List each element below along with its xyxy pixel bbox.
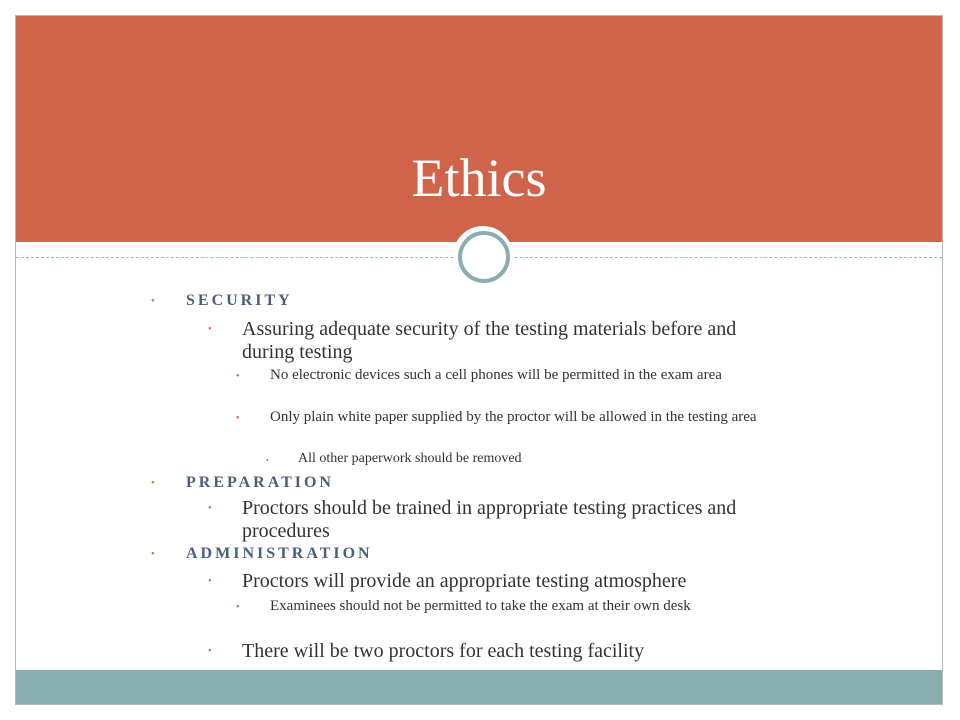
- preparation-point-1: Proctors should be trained in appropriate testing practices and procedures: [242, 497, 737, 542]
- bullet-icon: •: [151, 296, 155, 307]
- section-heading-administration: ADMINISTRATION: [186, 545, 373, 562]
- slide: [15, 15, 943, 705]
- administration-sub-1: Examinees should not be permitted to take the exam at their own desk: [270, 598, 691, 614]
- title-band: [16, 16, 942, 242]
- bullet-icon: •: [151, 478, 155, 489]
- circle-ornament-icon: [458, 231, 510, 283]
- bullet-icon: •: [151, 549, 155, 560]
- section-heading-preparation: PREPARATION: [186, 474, 334, 491]
- bullet-icon: •: [208, 576, 212, 587]
- section-heading-security: SECURITY: [186, 292, 293, 309]
- bullet-icon: •: [236, 371, 240, 382]
- bullet-icon: •: [208, 324, 212, 335]
- bullet-icon: •: [236, 602, 240, 613]
- administration-point-2: There will be two proctors for each testing facility: [242, 640, 645, 662]
- bullet-icon: •: [208, 646, 212, 657]
- administration-point-1: Proctors will provide an appropriate testing atmosphere: [242, 570, 687, 592]
- slide-title: Ethics: [411, 148, 547, 208]
- security-sub-2: Only plain white paper supplied by the proctor will be allowed in the testing area: [270, 409, 757, 425]
- security-sub-1: No electronic devices such a cell phones will be permitted in the exam area: [270, 367, 722, 383]
- bullet-icon: •: [236, 413, 240, 424]
- footer-band: [16, 670, 942, 704]
- bullet-icon: •: [266, 456, 269, 465]
- security-point-1: Assuring adequate security of the testing materials before and during testing: [242, 318, 737, 363]
- bullet-icon: •: [208, 503, 212, 514]
- security-sub-2a: All other paperwork should be removed: [298, 451, 522, 466]
